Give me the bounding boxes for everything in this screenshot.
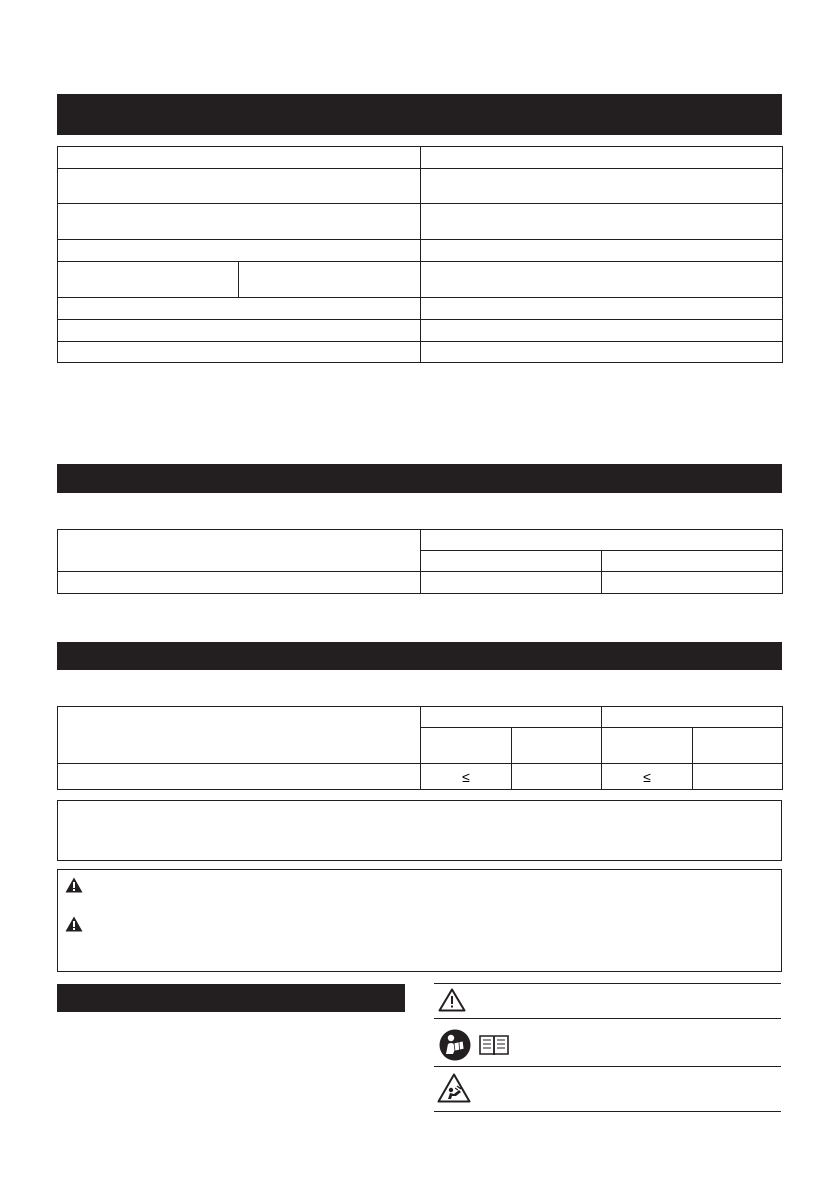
less-equal-symbol: ≤ — [462, 768, 470, 785]
specifications-header-bar — [57, 94, 782, 135]
table-row — [58, 530, 783, 551]
read-manual-icon — [439, 1029, 471, 1061]
table-row — [58, 240, 783, 262]
caution-triangle-icon — [438, 988, 466, 1012]
capacity-table — [57, 529, 783, 594]
table-row — [58, 572, 783, 594]
warning-triangle-icon — [65, 877, 83, 893]
symbols-rule — [434, 1018, 781, 1019]
table-row — [58, 298, 783, 320]
noise-table — [57, 706, 783, 790]
table-row — [58, 147, 783, 169]
warning-box — [57, 869, 782, 972]
table-row — [58, 320, 783, 342]
table-row — [58, 262, 783, 298]
table-row — [58, 707, 783, 728]
note-box — [57, 800, 782, 861]
safety-header-bar — [57, 984, 405, 1012]
warning-triangle-icon — [65, 916, 83, 932]
table-row — [58, 342, 783, 363]
symbols-top-rule — [434, 983, 781, 984]
noise-header-bar — [57, 642, 782, 670]
table-row — [58, 204, 783, 240]
intended-use-header-bar — [57, 464, 782, 493]
less-equal-symbol: ≤ — [643, 768, 651, 785]
book-icon — [479, 1034, 509, 1056]
table-row — [58, 764, 783, 790]
table-row — [58, 169, 783, 204]
kickback-hazard-icon — [437, 1073, 471, 1103]
symbols-bottom-rule — [434, 1111, 781, 1112]
symbols-rule — [434, 1066, 781, 1067]
specifications-table — [57, 146, 783, 363]
